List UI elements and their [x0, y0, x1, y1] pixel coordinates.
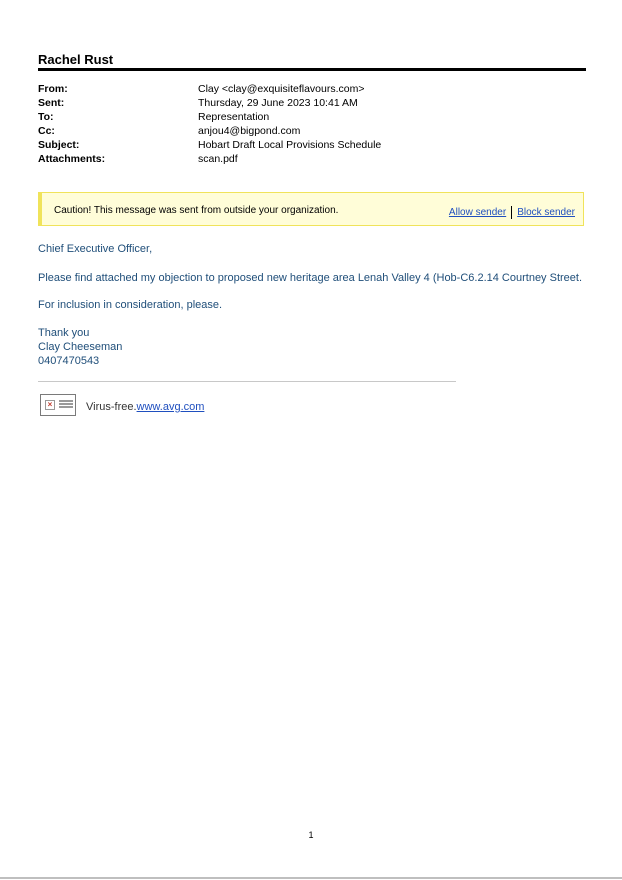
page-bottom-edge — [0, 877, 622, 879]
signature-name: Clay Cheeseman — [38, 341, 123, 353]
signature-phone: 0407470543 — [38, 355, 100, 367]
cc-label: Cc: — [38, 125, 55, 137]
from-row — [38, 82, 586, 96]
subject-row — [38, 138, 586, 152]
page-number: 1 — [308, 830, 314, 840]
avg-link[interactable]: www.avg.com — [136, 401, 205, 413]
attachments-row — [38, 152, 586, 166]
placeholder-lines — [59, 400, 73, 409]
from-label: From: — [38, 83, 68, 95]
broken-image-icon[interactable] — [40, 394, 76, 416]
sent-row — [38, 96, 586, 110]
signoff: Thank you — [38, 327, 90, 339]
body-paragraph-2: For inclusion in consideration, please. — [38, 299, 223, 311]
to-row — [38, 110, 586, 124]
external-sender-banner — [38, 192, 584, 226]
virus-free-notice — [86, 401, 204, 413]
subject-label: Subject: — [38, 139, 80, 151]
email-header — [38, 82, 586, 166]
image-error-icon: × — [45, 400, 55, 410]
mailbox-owner-name: Rachel Rust — [38, 52, 114, 67]
to-value: Representation — [198, 111, 270, 123]
sender-actions — [449, 206, 575, 219]
attachment-file[interactable]: scan.pdf — [198, 153, 238, 165]
cc-row — [38, 124, 586, 138]
to-label: To: — [38, 111, 54, 123]
from-value: Clay <clay@exquisiteflavours.com> — [198, 83, 365, 95]
sent-value: Thursday, 29 June 2023 10:41 AM — [198, 97, 358, 109]
block-sender-link[interactable]: Block sender — [517, 207, 575, 218]
caution-text: Caution! This message was sent from outside your organization. — [54, 205, 339, 216]
signature-divider — [38, 381, 456, 382]
attachments-label: Attachments: — [38, 153, 106, 165]
greeting: Chief Executive Officer, — [38, 243, 153, 255]
cc-value: anjou4@bigpond.com — [198, 125, 301, 137]
action-separator — [511, 206, 512, 219]
sent-label: Sent: — [38, 97, 65, 109]
subject-value: Hobart Draft Local Provisions Schedule — [198, 139, 382, 151]
virus-free-text: Virus-free. — [86, 401, 137, 413]
body-paragraph-1: Please find attached my objection to proposed new heritage area Lenah Valley 4 (Hob-C6.2.14 Courtney Street. — [38, 272, 583, 284]
header-divider — [38, 68, 586, 71]
allow-sender-link[interactable]: Allow sender — [448, 207, 507, 218]
